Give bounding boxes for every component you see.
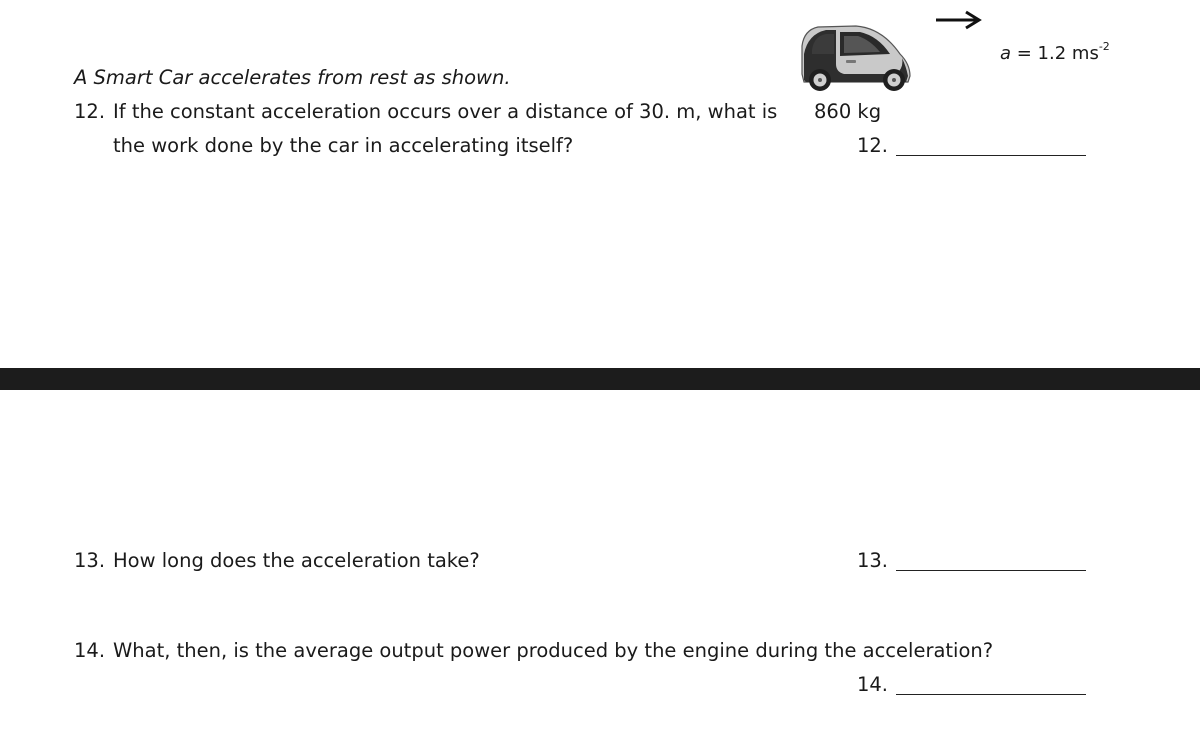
right-arrow-icon [934, 10, 982, 30]
intro-text: A Smart Car accelerates from rest as shown. [74, 66, 511, 89]
section-divider [0, 368, 1200, 390]
acceleration-label [1000, 38, 1110, 65]
smart-car-icon [796, 24, 914, 92]
mass-label: 860 kg [814, 100, 882, 123]
acceleration-symbol: a [1000, 43, 1012, 64]
acceleration-exponent: -2 [1098, 40, 1110, 53]
answer-13-line[interactable] [896, 570, 1086, 571]
acceleration-value: = 1.2 ms [1011, 43, 1099, 64]
question-14-number: 14. [74, 639, 106, 662]
answer-14-label: 14. [856, 673, 888, 696]
question-12-text-line2: the work done by the car in accelerating itself? [113, 134, 574, 157]
question-12-number: 12. [74, 100, 106, 123]
answer-13-label: 13. [856, 549, 888, 572]
question-14-text: What, then, is the average output power produced by the engine during the acceleration? [113, 639, 994, 662]
question-13-text: How long does the acceleration take? [113, 549, 480, 572]
answer-14-line[interactable] [896, 694, 1086, 695]
answer-12-label: 12. [856, 134, 888, 157]
answer-12-line[interactable] [896, 155, 1086, 156]
question-13-number: 13. [74, 549, 106, 572]
question-12-text-line1: If the constant acceleration occurs over a distance of 30. m, what is [113, 100, 778, 123]
